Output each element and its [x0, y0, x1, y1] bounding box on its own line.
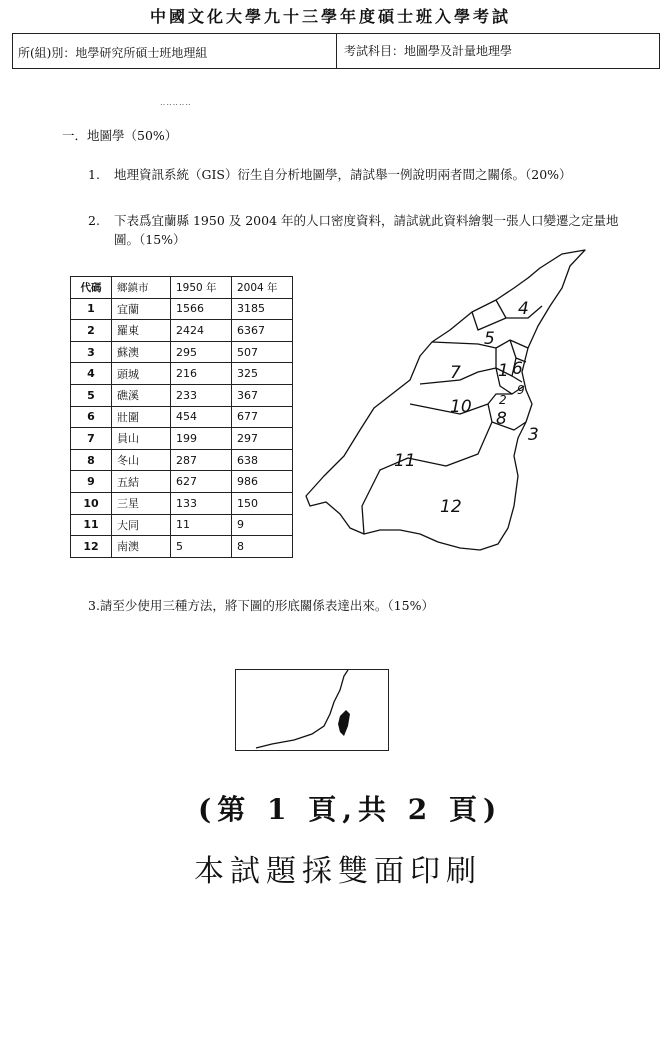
cell-2004: 150: [232, 492, 293, 514]
department-label: 所(組)別：地學研究所碩士班地理組: [18, 46, 208, 60]
cell-township: 大同: [112, 514, 171, 536]
table-row: [71, 363, 293, 385]
population-density-table: [70, 276, 293, 558]
cell-1950: 5: [171, 536, 232, 558]
subject-label: 考試科目：地圖學及計量地理學: [344, 44, 513, 58]
table-row: [71, 492, 293, 514]
boundary-7: [432, 340, 510, 348]
map-label-12: 12: [440, 497, 462, 517]
taiwan-island-shape: [338, 710, 350, 736]
map-label-3: 3: [528, 425, 539, 445]
cell-2004: 677: [232, 406, 293, 428]
cell-code: 3: [71, 341, 112, 363]
cell-2004: 325: [232, 363, 293, 385]
header-code: 代碼: [71, 277, 112, 299]
table-row: [71, 320, 293, 342]
figure-ground-svg: [236, 670, 387, 749]
cell-2004: 986: [232, 471, 293, 493]
question-2-text: 下表爲宜蘭縣 1950 及 2004 年的人口密度資料，請試就此資料繪製一張人口變遷之定量地圖。（15%）: [114, 213, 619, 247]
table-row: [71, 298, 293, 320]
cell-township: 宜蘭: [112, 298, 171, 320]
table-row: [71, 471, 293, 493]
map-label-6: 6: [512, 359, 523, 379]
question-1-number: 1.: [88, 167, 100, 182]
cell-code: 12: [71, 536, 112, 558]
cell-code: 10: [71, 492, 112, 514]
cell-1950: 295: [171, 341, 232, 363]
question-1-text: 地理資訊系統（GIS）衍生自分析地圖學，請試舉一例說明兩者間之關係。（20%）: [114, 167, 572, 182]
cell-1950: 1566: [171, 298, 232, 320]
cell-township: 礁溪: [112, 384, 171, 406]
header-divider: [336, 33, 337, 69]
cell-2004: 9: [232, 514, 293, 536]
cell-township: 頭城: [112, 363, 171, 385]
page-number: (第 1 頁,共 2 頁): [198, 793, 503, 826]
cell-code: 6: [71, 406, 112, 428]
cell-township: 員山: [112, 428, 171, 450]
table-row: [71, 341, 293, 363]
cell-2004: 507: [232, 341, 293, 363]
cell-1950: 454: [171, 406, 232, 428]
boundary-5: [472, 312, 506, 330]
figure-ground-figure: [235, 669, 389, 751]
table-row: [71, 384, 293, 406]
cell-1950: 233: [171, 384, 232, 406]
cell-1950: 627: [171, 471, 232, 493]
cell-code: 8: [71, 449, 112, 471]
cell-2004: 367: [232, 384, 293, 406]
map-label-7: 7: [450, 363, 461, 383]
scan-speck: ‥‥‥‥‥: [160, 98, 192, 107]
map-label-2: 2: [499, 393, 507, 407]
cell-township: 羅東: [112, 320, 171, 342]
table-row: [71, 406, 293, 428]
header-1950: 1950 年: [171, 277, 232, 299]
table-row: [71, 514, 293, 536]
header-2004: 2004 年: [232, 277, 293, 299]
coastline: [256, 670, 348, 748]
map-label-11: 11: [394, 451, 416, 471]
section-title: 一．地圖學（50%）: [62, 128, 178, 143]
cell-township: 蘇澳: [112, 341, 171, 363]
yilan-map-svg: [300, 244, 630, 574]
question-1: [88, 165, 628, 184]
cell-code: 2: [71, 320, 112, 342]
cell-code: 7: [71, 428, 112, 450]
double-sided-print-note: 本試題採雙面印刷: [194, 854, 482, 889]
cell-township: 壯圍: [112, 406, 171, 428]
map-label-4: 4: [518, 299, 529, 319]
table-row: [71, 536, 293, 558]
cell-1950: 11: [171, 514, 232, 536]
cell-2004: 6367: [232, 320, 293, 342]
boundary-8: [488, 404, 526, 430]
cell-code: 4: [71, 363, 112, 385]
cell-1950: 287: [171, 449, 232, 471]
boundary-11-12: [362, 422, 492, 534]
cell-2004: 8: [232, 536, 293, 558]
map-label-8: 8: [496, 409, 507, 429]
cell-township: 南澳: [112, 536, 171, 558]
cell-code: 11: [71, 514, 112, 536]
cell-township: 三星: [112, 492, 171, 514]
cell-code: 9: [71, 471, 112, 493]
question-2-number: 2.: [88, 213, 100, 228]
map-label-9: 9: [517, 383, 525, 397]
map-label-1: 1: [498, 361, 509, 381]
cell-township: 冬山: [112, 449, 171, 471]
yilan-county-map: [300, 244, 630, 574]
cell-2004: 638: [232, 449, 293, 471]
cell-1950: 216: [171, 363, 232, 385]
cell-1950: 199: [171, 428, 232, 450]
cell-1950: 2424: [171, 320, 232, 342]
cell-township: 五結: [112, 471, 171, 493]
header-township: 鄉鎮市: [112, 277, 171, 299]
exam-title: 中國文化大學九十三學年度碩士班入學考試: [150, 7, 512, 26]
table-row: [71, 449, 293, 471]
cell-2004: 297: [232, 428, 293, 450]
question-3: 3.請至少使用三種方法，將下圖的形底關係表達出來。（15%）: [88, 598, 434, 613]
cell-1950: 133: [171, 492, 232, 514]
cell-code: 5: [71, 384, 112, 406]
table-row: [71, 428, 293, 450]
map-label-5: 5: [484, 329, 495, 349]
cell-2004: 3185: [232, 298, 293, 320]
cell-code: 1: [71, 298, 112, 320]
table-header-row: [71, 277, 293, 299]
map-label-10: 10: [450, 397, 472, 417]
